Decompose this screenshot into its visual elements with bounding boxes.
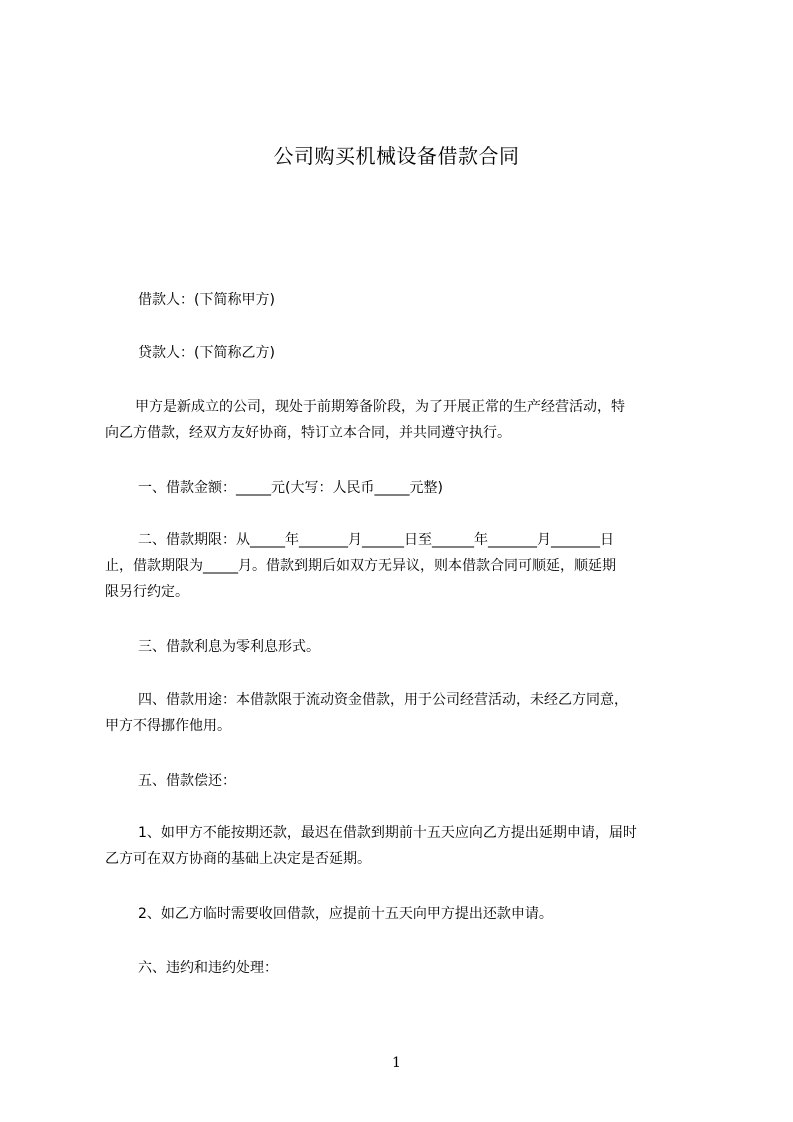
clause-2-term bbox=[105, 527, 699, 605]
clause-5-repayment: 五、借款偿还： bbox=[138, 773, 236, 789]
clause-6-default: 六、违约和违约处理： bbox=[138, 960, 278, 976]
clause-4-line-2: 甲方不得挪作他用。 bbox=[105, 718, 231, 734]
clause-5-item-2: 2、如乙方临时需要收回借款，应提前十五天向甲方提出还款申请。 bbox=[138, 906, 553, 922]
clause-5-1-line-2: 乙方可在双方协商的基础上决定是否延期。 bbox=[105, 851, 371, 867]
clause-1-amount: 一、借款金额：_____元(大写：人民币_____元整) bbox=[138, 480, 443, 496]
clause-4-line-1: 四、借款用途：本借款限于流动资金借款，用于公司经营活动，未经乙方同意， bbox=[138, 692, 628, 708]
clause-2-line-2: 止，借款期限为_____月。借款到期后如双方无异议，则本借款合同可顺延，顺延期 bbox=[105, 558, 616, 574]
clause-2-line-3: 限另行约定。 bbox=[105, 584, 189, 600]
document-title: 公司购买机械设备借款合同 bbox=[273, 144, 520, 168]
clause-3-interest: 三、借款利息为零利息形式。 bbox=[138, 639, 320, 655]
page-number: 1 bbox=[392, 1055, 401, 1071]
intro-line-1: 甲方是新成立的公司，现处于前期筹备阶段，为了开展正常的生产经营活动，特 bbox=[135, 399, 625, 415]
borrower-line: 借款人：(下简称甲方) bbox=[138, 292, 275, 308]
clause-4-purpose bbox=[105, 687, 699, 739]
lender-line: 贷款人：(下简称乙方) bbox=[138, 345, 275, 361]
clause-5-1-line-1: 1、如甲方不能按期还款，最迟在借款到期前十五天应向乙方提出延期申请，届时 bbox=[138, 825, 637, 841]
clause-5-item-1 bbox=[105, 820, 699, 872]
intro-paragraph bbox=[105, 394, 699, 446]
intro-line-2: 向乙方借款，经双方友好协商，特订立本合同，并共同遵守执行。 bbox=[105, 425, 511, 441]
clause-2-line-1: 二、借款期限：从_____年_______月______日至______年_______月_______日 bbox=[138, 532, 614, 548]
